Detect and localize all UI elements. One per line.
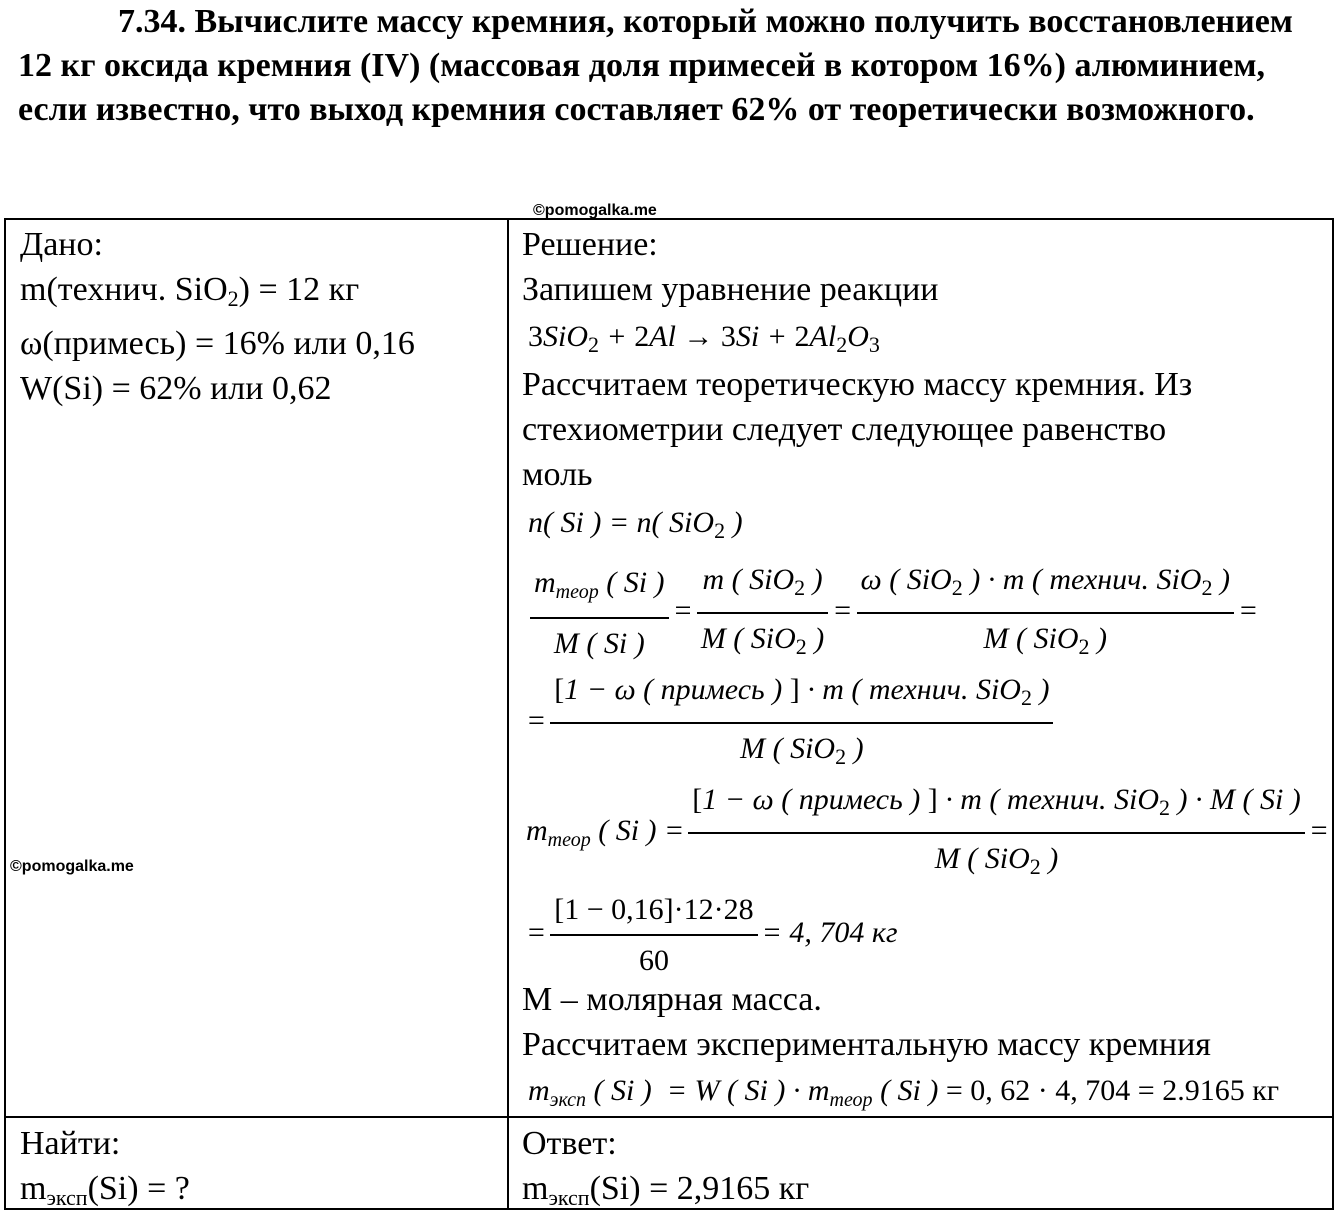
solution-step3: Рассчитаем экспериментальную массу кремния xyxy=(522,1026,1211,1063)
given-line-yield: W(Si) = 62% или 0,62 xyxy=(20,370,332,407)
solution-cell xyxy=(522,222,1330,1112)
solution-step1: Запишем уравнение реакции xyxy=(522,271,939,308)
given-line-impurity: ω(примесь) = 16% или 0,16 xyxy=(20,325,415,362)
ratio-equation-cont: = $\frac{[1 - \omega ( примесь ) ] \cdot m ( технич. SiO_2 )}{M ( SiO_2 )}$ xyxy=(526,667,1057,779)
answer-cell xyxy=(522,1121,809,1220)
answer-title: Ответ: xyxy=(522,1125,617,1162)
solution-step2b: стехиометрии следует следующее равенство xyxy=(522,411,1167,448)
mole-equality: n( Si ) = n( SiO$_2$ ) xyxy=(528,506,743,543)
problem-text: Вычислите массу кремния, который можно получить восстановлением 12 кг оксида кремния (IV) (массовая доля примесей в котором 16%) алюминием, если известно, что выход кремния составляет 62% от теоретически возможного. xyxy=(18,3,1293,128)
solution-table xyxy=(4,218,1334,1210)
given-cell xyxy=(20,222,415,411)
theor-mass-calc: = $\frac{[1 - 0,16]\cdot 12\cdot 28}{60}$ = 4, 704 кг xyxy=(526,887,898,983)
given-line-mass: m(технич. SiO$_2$) = 12 кг xyxy=(20,271,360,311)
watermark-left: ©pomogalka.me xyxy=(10,858,134,875)
problem-number: 7.34. xyxy=(118,3,186,40)
solution-step2: Рассчитаем теоретическую массу кремния. Из xyxy=(522,366,1193,403)
given-title: Дано: xyxy=(20,226,103,263)
find-line: $m_{эксп}(Si)$ = ? xyxy=(20,1170,190,1210)
problem-statement xyxy=(18,0,1323,132)
solution-step2c: моль xyxy=(522,456,593,493)
find-cell xyxy=(20,1121,190,1220)
column-divider xyxy=(507,220,509,1208)
ratio-equation: $\frac{m_{теор} ( Si )}{M ( Si )}$ = $\frac{m ( SiO_2 )}{M ( SiO_2 )}$ = $\frac{\omega ( SiO_2 ) \cdot m ( технич. SiO_2 )}{M ( SiO_2 )}$ = xyxy=(526,557,1258,669)
find-title: Найти: xyxy=(20,1125,121,1162)
answer-line: $m_{эксп}(Si) = 2,9165$ кг xyxy=(522,1170,810,1210)
solution-title: Решение: xyxy=(522,226,658,263)
watermark-top: ©pomogalka.me xyxy=(533,202,657,219)
theor-mass-formula: $m_{теор}$ ( Si ) = $\frac{[1 - \omega ( примесь ) ] \cdot m ( технич. SiO_2 ) \cdot M ( Si )}{M ( SiO_2 )}$ = xyxy=(526,777,1329,889)
exp-mass-equation: $m_{эксп}$ ( Si ) = W ( Si ) · $m_{теор}$ ( Si ) = 0, 62 · 4, 704 = 2.9165 кг xyxy=(528,1074,1280,1111)
molar-mass-note: M – молярная масса. xyxy=(522,981,822,1018)
reaction-equation: $3SiO_2 + 2Al \to 3Si + 2Al_2O_3$ xyxy=(528,320,880,357)
